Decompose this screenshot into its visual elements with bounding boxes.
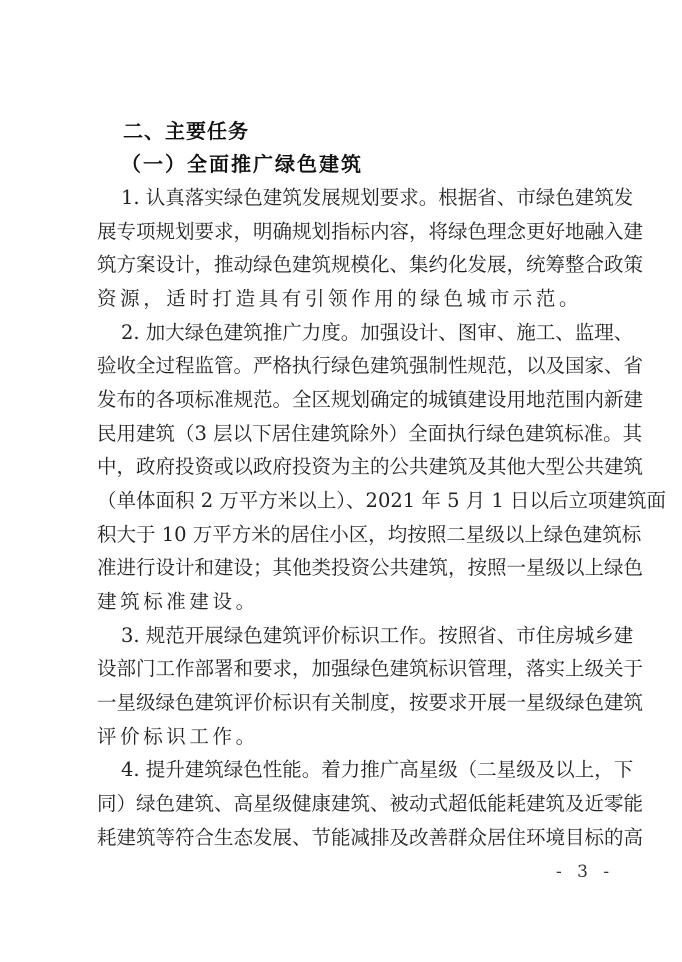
paragraph-line: 3. 规范开展绿色建筑评价标识工作。按照省、市住房城乡建: [121, 624, 634, 647]
paragraph-line: 评价标识工作。: [97, 725, 259, 748]
paragraph-line: 设部门工作部署和要求，加强绿色建筑标识管理，落实上级关于: [97, 657, 644, 680]
paragraph-line: 展专项规划要求，明确规划指标内容，将绿色理念更好地融入建: [97, 220, 644, 243]
paragraph-line: 4. 提升建筑绿色性能。着力推广高星级（二星级及以上，下: [121, 758, 634, 781]
paragraph-line: 验收全过程监管。严格执行绿色建筑强制性规范，以及国家、省: [97, 354, 644, 377]
paragraph-line: 一星级绿色建筑评价标识有关制度，按要求开展一星级绿色建筑: [97, 691, 644, 714]
subsection-heading: （一）全面推广绿色建筑: [121, 152, 363, 176]
paragraph-line: 建筑标准建设。: [97, 590, 259, 613]
paragraph-line: 中，政府投资或以政府投资为主的公共建筑及其他大型公共建筑: [97, 455, 644, 478]
paragraph-line: 2. 加大绿色建筑推广力度。加强设计、图审、施工、监理、: [121, 321, 634, 344]
paragraph-line: 发布的各项标准规范。全区规划确定的城镇建设用地范围内新建: [97, 388, 644, 411]
paragraph-line: 筑方案设计，推动绿色建筑规模化、集约化发展，统筹整合政策: [97, 253, 644, 276]
paragraph-line: 1. 认真落实绿色建筑发展规划要求。根据省、市绿色建筑发: [121, 186, 634, 209]
paragraph-line: 积大于 10 万平方米的居住小区，均按照二星级以上绿色建筑标: [97, 523, 642, 546]
paragraph-line: （单体面积 2 万平方米以上）、2021 年 5 月 1 日以后立项建筑面: [97, 489, 666, 512]
paragraph-line: 民用建筑（3 层以下居住建筑除外）全面执行绿色建筑标准。其: [97, 422, 643, 445]
paragraph-line: 准进行设计和建设；其他类投资公共建筑，按照一星级以上绿色: [97, 556, 644, 579]
paragraph-line: 同）绿色建筑、高星级健康建筑、被动式超低能耗建筑及近零能: [97, 792, 644, 815]
section-heading: 二、主要任务: [123, 119, 249, 143]
paragraph-line: 资源，适时打造具有引领作用的绿色城市示范。: [97, 287, 583, 310]
page-number: - 3 -: [556, 862, 615, 882]
paragraph-line: 耗建筑等符合生态发展、节能减排及改善群众居住环境目标的高: [97, 826, 644, 849]
